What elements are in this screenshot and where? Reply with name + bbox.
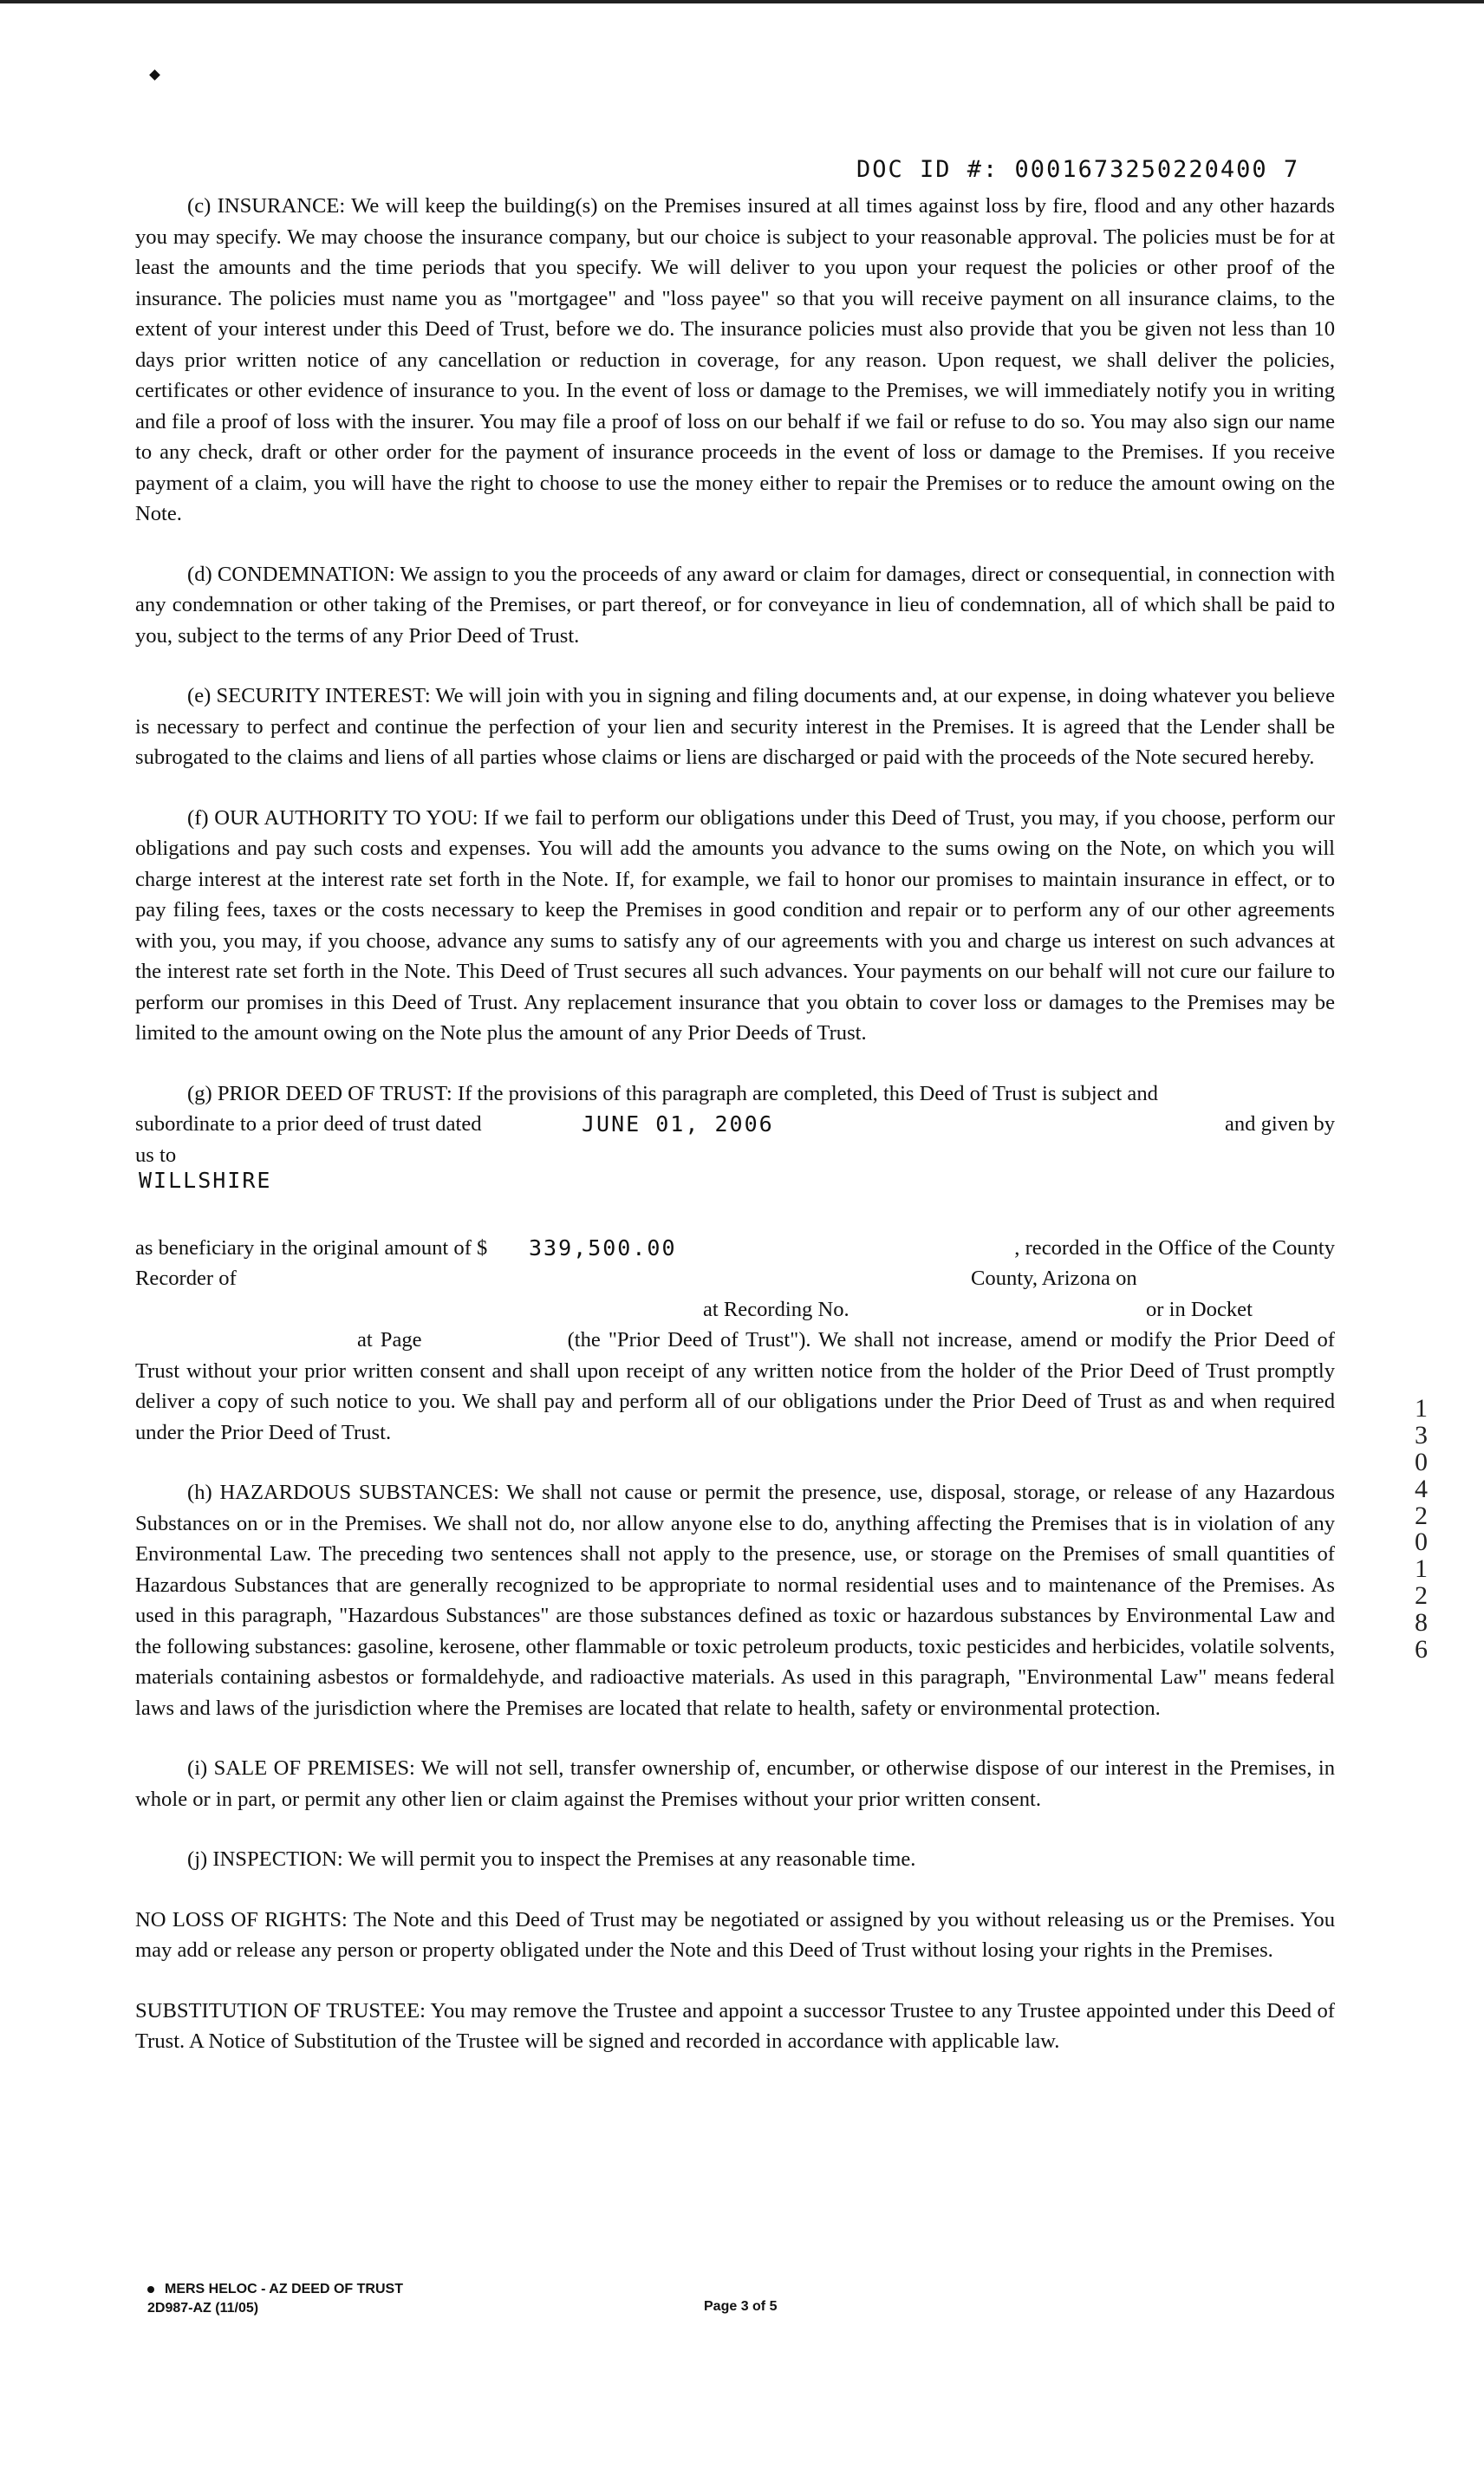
prior-us-to: us to — [135, 1143, 177, 1167]
prior-recording-no-label: at Recording No. — [703, 1297, 849, 1321]
prior-rest-text: (the "Prior Deed of Trust"). We shall not increase, amend or modify the Prior Deed of Trust without your prior written consent and shall upon receipt of any written notice from the holder of the Prior Deed of Trust promptly deliver a copy of such notice to you. We shall pay and perform all of our obligations under the Prior Deed of Trust as and when required under the Prior Deed of Trust. — [135, 1328, 1335, 1444]
prior-county-label: County, Arizona on — [971, 1267, 1137, 1290]
prior-recorded-label: , recorded in the Office of the County — [1014, 1235, 1335, 1260]
prior-amount-value: 339,500.00 — [529, 1234, 677, 1261]
scan-top-edge — [0, 0, 1484, 3]
page-number: Page 3 of 5 — [704, 2299, 778, 2314]
paragraph-prior-deed — [135, 1078, 1335, 1449]
paragraph-condemnation: (d) CONDEMNATION: We assign to you the proceeds of any award or claim for damages, direct or consequential, in connection with any condemnation or other taking of the Premises, or part thereof, or for conveyance in lieu of condemnation, all of which shall be paid to you, subject to the terms of any Prior Deed of Trust. — [135, 562, 1335, 648]
footer-form-code: 2D987-AZ (11/05) — [147, 2301, 259, 2316]
paragraph-hazardous-substances: (h) HAZARDOUS SUBSTANCES: We shall not cause or permit the presence, use, disposal, storage, or release of any Hazardous Substances on or in the Premises. We shall not do, nor allow anyone else to do, anything affecting the Premises that is in violation of any Environmental Law. The preceding two sentences shall not apply to the presence, use, or storage on the Premises of small quantities of Hazardous Substances that are generally recognized to be appropriate to normal residential uses and to maintenance of the Premises. As used in this paragraph, "Hazardous Substances" are those substances defined as toxic or hazardous substances by Environmental Law and the following substances: gasoline, kerosene, other flammable or toxic petroleum products, toxic pesticides and herbicides, volatile solvents, materials containing asbestos or formaldehyde, and radioactive materials. As used in this paragraph, "Environmental Law" means federal laws and laws of the jurisdiction where the Premises are located that relate to health, safety or environmental protection. — [135, 1481, 1335, 1720]
margin-stamp-part2: 01286 — [1407, 1528, 1435, 1662]
paragraph-sale-of-premises: (i) SALE OF PREMISES: We will not sell, transfer ownership of, encumber, or otherwise dispose of our interest in the Premises, in whole or in part, or permit any other lien or claim against the Premises without your prior written consent. — [135, 1756, 1335, 1811]
scan-speck — [149, 69, 160, 81]
prior-rest — [135, 1325, 1335, 1448]
prior-recorder-label: Recorder of — [135, 1267, 237, 1290]
prior-recorder-line — [135, 1263, 1335, 1294]
paragraph-security-interest: (e) SECURITY INTEREST: We will join with you in signing and filing documents and, at our expense, in doing whatever you believe is necessary to perfect and continue the perfection of your lien and security interest in the Premises. It is agreed that the Lender shall be subrogated to the claims and liens of all parties whose claims or liens are discharged or paid with the proceeds of the Note secured hereby. — [135, 684, 1335, 769]
doc-id: DOC ID #: 0001673250220400 7 — [856, 156, 1300, 183]
prior-lender-name: WILLSHIRE — [139, 1168, 272, 1193]
prior-lender-line — [135, 1165, 1335, 1196]
paragraph-substitution-of-trustee: SUBSTITUTION OF TRUSTEE: You may remove the Trustee and appoint a successor Trustee to any Trustee appointed under this Deed of Trust. A Notice of Substitution of the Trustee will be signed and recorded in accordance with applicable law. — [135, 1998, 1335, 2053]
bullet-icon — [147, 2286, 154, 2293]
prior-intro: (g) PRIOR DEED OF TRUST: If the provisions of this paragraph are completed, this Deed of Trust is subject and — [187, 1081, 1158, 1105]
paragraph-inspection: (j) INSPECTION: We will permit you to inspect the Premises at any reasonable time. — [187, 1847, 916, 1871]
prior-at-page-label: at Page — [357, 1328, 422, 1352]
prior-amount-line — [135, 1233, 1335, 1264]
paragraph-no-loss-of-rights: NO LOSS OF RIGHTS: The Note and this Deed of Trust may be negotiated or assigned by you without releasing us or the Premises. You may add or release any person or property obligated under the Note and this Deed of Trust without losing your rights in the Premises. — [135, 1907, 1335, 1962]
prior-given-label: and given by — [1224, 1112, 1335, 1136]
footer-form-title: MERS HELOC - AZ DEED OF TRUST — [165, 2282, 403, 2296]
prior-amount-label: as beneficiary in the original amount of $ — [135, 1235, 488, 1260]
margin-stamp-part1: 13042 — [1407, 1394, 1435, 1528]
prior-docket-label: or in Docket — [1146, 1297, 1253, 1321]
footer-form-info — [147, 2280, 403, 2318]
prior-recording-line — [135, 1294, 1335, 1326]
paragraph-authority: (f) OUR AUTHORITY TO YOU: If we fail to perform our obligations under this Deed of Trust, you may, if you choose, perform our obligations and pay such costs and expenses. You will add the amounts you advance to the sums owing on the Note, on which you will charge interest at the interest rate set forth in the Note. If, for example, we fail to honor our promises to maintain insurance in effect, or to pay filing fees, taxes or the costs necessary to keep the Premises in good condition and repair or to perform any of our other agreements with you, you may, if you choose, advance any sums to satisfy any of our agreements with you and charge us interest on such advances at the interest rate set forth in the Note. This Deed of Trust secures all such advances. Your payments on our behalf will not cure our failure to perform our promises in this Deed of Trust. Any replacement insurance that you obtain to cover loss or damages to the Premises may be limited to the amount owing on the Note plus the amount of any Prior Deeds of Trust. — [135, 805, 1335, 1045]
prior-dated-line — [135, 1109, 1335, 1140]
document-body — [135, 191, 1335, 2087]
paragraph-insurance: (c) INSURANCE: We will keep the building(s) on the Premises insured at all times against loss by fire, flood and any other hazards you may specify. We may choose the insurance company, but our choice is subject to your reasonable approval. The policies must be for at least the amounts and the time periods that you specify. We will deliver to you upon your request the policies or other proof of the insurance. The policies must name you as "mortgagee" and "loss payee" so that you will receive payment on all insurance claims, to the extent of your interest under this Deed of Trust, before we do. The insurance policies must also provide that you be given not less than 10 days prior written notice of any cancellation or reduction in coverage, for any reason. Upon request, we shall deliver the policies, certificates or other evidence of insurance to you. In the event of loss or damage to the Premises, we will immediately notify you in writing and file a proof of loss with the insurer. You may file a proof of loss on our behalf if we fail or refuse to do so. You may also sign our name to any check, draft or other order for the payment of insurance proceeds in the event of loss or damage to the Premises. If you receive payment of a claim, you will have the right to choose to use the money either to repair the Premises or to reduce the amount owing on the Note. — [135, 194, 1335, 525]
prior-date-value: JUNE 01, 2006 — [582, 1111, 774, 1137]
blank-line — [135, 1202, 1335, 1233]
prior-dated-label: subordinate to a prior deed of trust dated — [135, 1112, 482, 1136]
